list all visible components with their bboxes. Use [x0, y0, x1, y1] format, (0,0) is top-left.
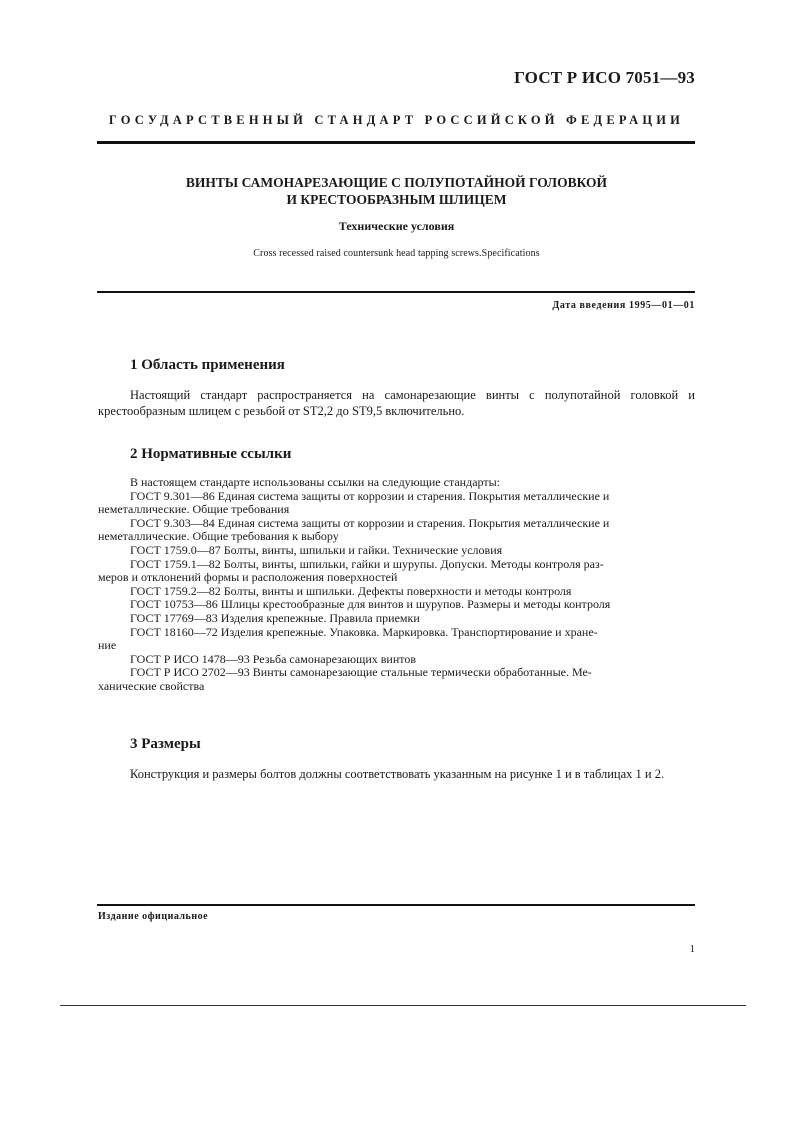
reference-gost-18160-cont: ние: [98, 638, 117, 653]
reference-gost-18160: ГОСТ 18160—72 Изделия крепежные. Упаковка. Маркировка. Транспортирование и хране-: [130, 624, 598, 639]
english-title: Cross recessed raised countersunk head tapping screws.Specifications: [253, 248, 540, 259]
section-3-heading: 3 Размеры: [130, 736, 201, 752]
section-3-text: [98, 766, 695, 782]
title-line-2: И КРЕСТООБРАЗНЫМ ШЛИЦЕМ: [286, 192, 507, 207]
document-subtitle: Технические условия: [338, 219, 455, 233]
references-intro: В настоящем стандарте использованы ссылки на следующие стандарты:: [130, 475, 501, 489]
page-number: 1: [689, 943, 695, 955]
document-title: [98, 174, 695, 208]
reference-gost-1759-1: ГОСТ 1759.1—82 Болты, винты, шпильки, гайки и шурупы. Допуски. Методы контроля раз-: [130, 556, 604, 571]
official-edition-label: Издание официальное: [98, 911, 209, 922]
section-3-text-content: Конструкция и размеры болтов должны соответствовать указанным на рисунке 1 и в таблицах 1 и 2.: [130, 767, 665, 781]
title-rule: [97, 291, 695, 293]
title-line-1: ВИНТЫ САМОНАРЕЗАЮЩИЕ С ПОЛУПОТАЙНОЙ ГОЛОВКОЙ: [185, 175, 608, 190]
section-2-heading: 2 Нормативные ссылки: [130, 446, 292, 462]
reference-gost-9-303: ГОСТ 9.303—84 Единая система защиты от коррозии и старения. Покрытия металлические и: [130, 515, 610, 530]
section-1-text-content: Настоящий стандарт распространяется на самонарезающие винты с полупотайной головкой и крестообразным шлицем с резьбой от ST2,2 до ST9,5 включительно.: [98, 388, 695, 418]
reference-gost-iso-2702-cont: ханические свойства: [98, 678, 205, 693]
reference-gost-iso-1478: ГОСТ Р ИСО 1478—93 Резьба самонарезающих винтов: [130, 651, 416, 666]
reference-gost-1759-1-cont: меров и отклонений формы и расположения поверхностей: [98, 570, 398, 585]
reference-gost-1759-2: ГОСТ 1759.2—82 Болты, винты и шпильки. Дефекты поверхности и методы контроля: [130, 583, 572, 598]
reference-gost-9-301-cont: неметаллические. Общие требования: [98, 502, 290, 517]
reference-gost-10753: ГОСТ 10753—86 Шлицы крестообразные для винтов и шурупов. Размеры и методы контроля: [130, 597, 611, 612]
footer-rule: [97, 904, 695, 906]
state-standard-header: ГОСУДАРСТВЕННЫЙ СТАНДАРТ РОССИЙСКОЙ ФЕДЕРАЦИИ: [108, 113, 685, 127]
section-1-heading: 1 Область применения: [130, 357, 285, 373]
header-rule: [97, 141, 695, 144]
reference-gost-iso-2702: ГОСТ Р ИСО 2702—93 Винты самонарезающие стальные термически обработанные. Ме-: [130, 665, 592, 680]
introduction-date: Дата введения 1995—01—01: [552, 300, 695, 311]
page-bottom-rule: [60, 1005, 746, 1006]
reference-gost-1759-0: ГОСТ 1759.0—87 Болты, винты, шпильки и гайки. Технические условия: [130, 542, 503, 557]
reference-gost-9-301: ГОСТ 9.301—86 Единая система защиты от коррозии и старения. Покрытия металлические и: [130, 488, 610, 503]
document-number: ГОСТ Р ИСО 7051—93: [514, 68, 695, 87]
reference-gost-9-303-cont: неметаллические. Общие требования к выбору: [98, 529, 339, 544]
reference-gost-17769: ГОСТ 17769—83 Изделия крепежные. Правила приемки: [130, 610, 420, 625]
section-1-text: [98, 387, 695, 419]
normative-references-list: [98, 476, 695, 694]
